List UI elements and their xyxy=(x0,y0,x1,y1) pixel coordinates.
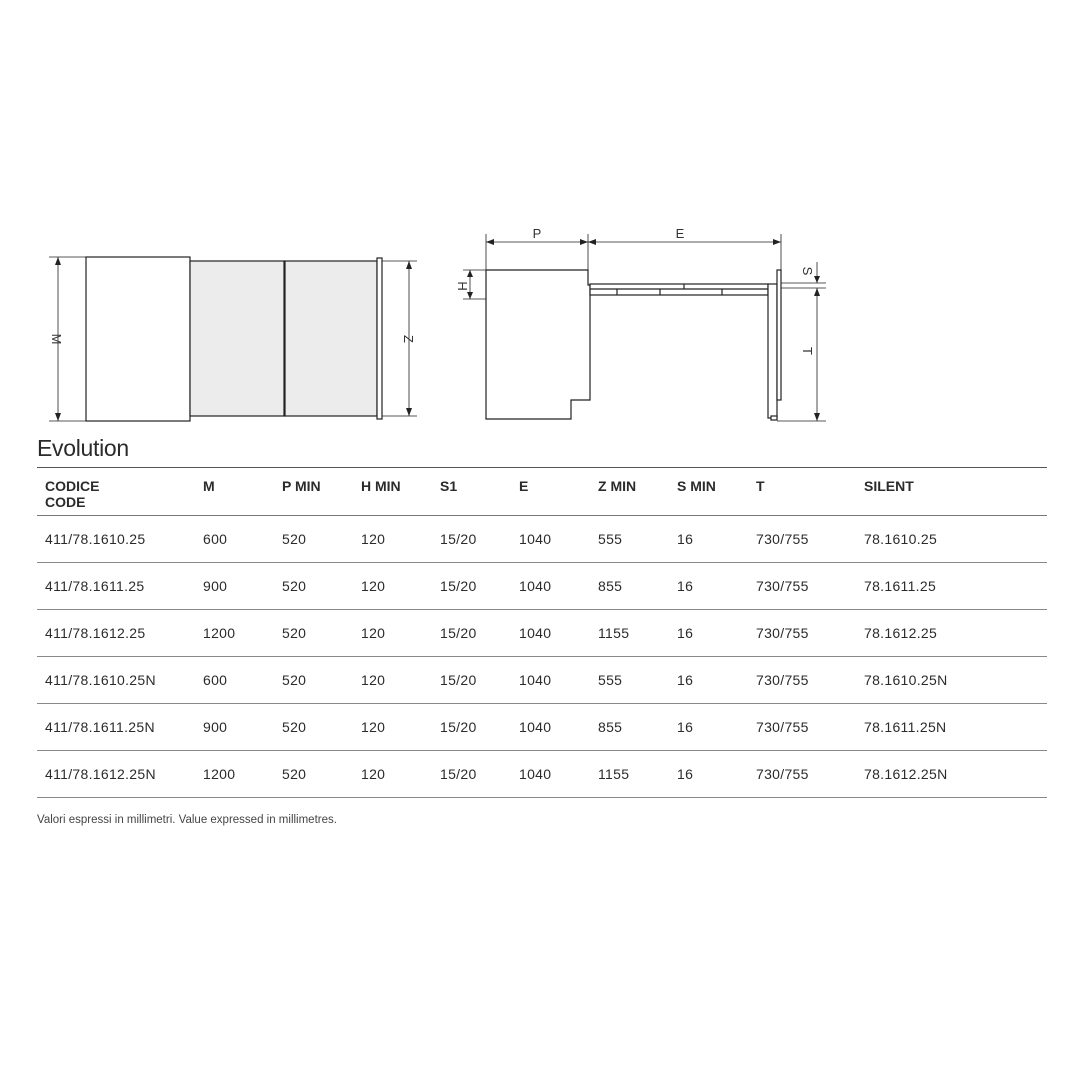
cell-p-min: 520 xyxy=(274,657,353,704)
cell-s1: 15/20 xyxy=(432,704,511,751)
cell-e: 1040 xyxy=(511,516,590,563)
cell-silent: 78.1612.25N xyxy=(856,751,1047,798)
cell-code: 411/78.1612.25N xyxy=(37,751,195,798)
cell-s-min: 16 xyxy=(669,516,748,563)
cell-z-min: 555 xyxy=(590,657,669,704)
cell-p-min: 520 xyxy=(274,704,353,751)
cell-s1: 15/20 xyxy=(432,751,511,798)
cell-z-min: 1155 xyxy=(590,751,669,798)
header-z-min: Z MIN xyxy=(598,478,637,494)
cell-s1: 15/20 xyxy=(432,657,511,704)
table-row xyxy=(37,704,1047,751)
cell-t: 730/755 xyxy=(748,704,856,751)
header-t: T xyxy=(756,478,765,494)
header-codice-label: CODICE xyxy=(45,478,100,494)
cell-z-min: 855 xyxy=(590,704,669,751)
dim-label-p: P xyxy=(532,226,542,241)
dim-label-h: H xyxy=(455,281,470,291)
cell-s-min: 16 xyxy=(669,610,748,657)
technical-drawing xyxy=(0,0,1078,440)
header-h-min: H MIN xyxy=(361,478,401,494)
cell-e: 1040 xyxy=(511,563,590,610)
cell-code: 411/78.1610.25N xyxy=(37,657,195,704)
cell-e: 1040 xyxy=(511,704,590,751)
cell-h-min: 120 xyxy=(353,751,432,798)
cell-t: 730/755 xyxy=(748,563,856,610)
cell-t: 730/755 xyxy=(748,516,856,563)
header-m: M xyxy=(203,478,215,494)
dim-label-e: E xyxy=(675,226,685,241)
table-row xyxy=(37,563,1047,610)
cell-code: 411/78.1611.25 xyxy=(37,563,195,610)
cell-h-min: 120 xyxy=(353,704,432,751)
header-code-label: CODE xyxy=(45,494,86,510)
cell-s-min: 16 xyxy=(669,751,748,798)
cell-s1: 15/20 xyxy=(432,516,511,563)
cell-code: 411/78.1610.25 xyxy=(37,516,195,563)
cell-z-min: 855 xyxy=(590,563,669,610)
cell-m: 900 xyxy=(195,704,274,751)
cell-z-min: 1155 xyxy=(590,610,669,657)
table-row xyxy=(37,751,1047,798)
header-s1: S1 xyxy=(440,478,458,494)
cell-silent: 78.1610.25N xyxy=(856,657,1047,704)
cell-e: 1040 xyxy=(511,751,590,798)
cell-s1: 15/20 xyxy=(432,563,511,610)
cell-s-min: 16 xyxy=(669,657,748,704)
cell-p-min: 520 xyxy=(274,610,353,657)
cell-silent: 78.1610.25 xyxy=(856,516,1047,563)
cell-p-min: 520 xyxy=(274,516,353,563)
cell-m: 1200 xyxy=(195,610,274,657)
cell-p-min: 520 xyxy=(274,563,353,610)
cell-t: 730/755 xyxy=(748,751,856,798)
cell-code: 411/78.1611.25N xyxy=(37,704,195,751)
cell-p-min: 520 xyxy=(274,751,353,798)
cell-h-min: 120 xyxy=(353,563,432,610)
dim-label-m: M xyxy=(49,333,64,345)
cell-silent: 78.1612.25 xyxy=(856,610,1047,657)
units-note: Valori espressi in millimetri. Value expressed in millimetres. xyxy=(37,814,337,826)
cell-h-min: 120 xyxy=(353,610,432,657)
header-e: E xyxy=(519,478,529,494)
dim-label-t: T xyxy=(800,347,815,355)
cell-code: 411/78.1612.25 xyxy=(37,610,195,657)
table-row xyxy=(37,516,1047,563)
header-s-min: S MIN xyxy=(677,478,716,494)
cell-e: 1040 xyxy=(511,657,590,704)
table-header-row xyxy=(37,468,1047,516)
cell-s1: 15/20 xyxy=(432,610,511,657)
cell-z-min: 555 xyxy=(590,516,669,563)
cell-h-min: 120 xyxy=(353,657,432,704)
cell-t: 730/755 xyxy=(748,610,856,657)
cell-t: 730/755 xyxy=(748,657,856,704)
specifications-table xyxy=(37,467,1047,798)
header-p-min: P MIN xyxy=(282,478,321,494)
cell-m: 600 xyxy=(195,657,274,704)
cell-silent: 78.1611.25 xyxy=(856,563,1047,610)
product-title: Evolution xyxy=(37,435,129,461)
header-code xyxy=(37,468,195,516)
cell-silent: 78.1611.25N xyxy=(856,704,1047,751)
cell-m: 900 xyxy=(195,563,274,610)
cell-m: 600 xyxy=(195,516,274,563)
cell-s-min: 16 xyxy=(669,563,748,610)
table-row xyxy=(37,610,1047,657)
cell-s-min: 16 xyxy=(669,704,748,751)
dim-label-z: Z xyxy=(401,335,416,343)
table-row xyxy=(37,657,1047,704)
cell-h-min: 120 xyxy=(353,516,432,563)
header-silent: SILENT xyxy=(864,478,914,494)
cell-m: 1200 xyxy=(195,751,274,798)
cell-e: 1040 xyxy=(511,610,590,657)
dim-label-s: S xyxy=(800,266,815,276)
